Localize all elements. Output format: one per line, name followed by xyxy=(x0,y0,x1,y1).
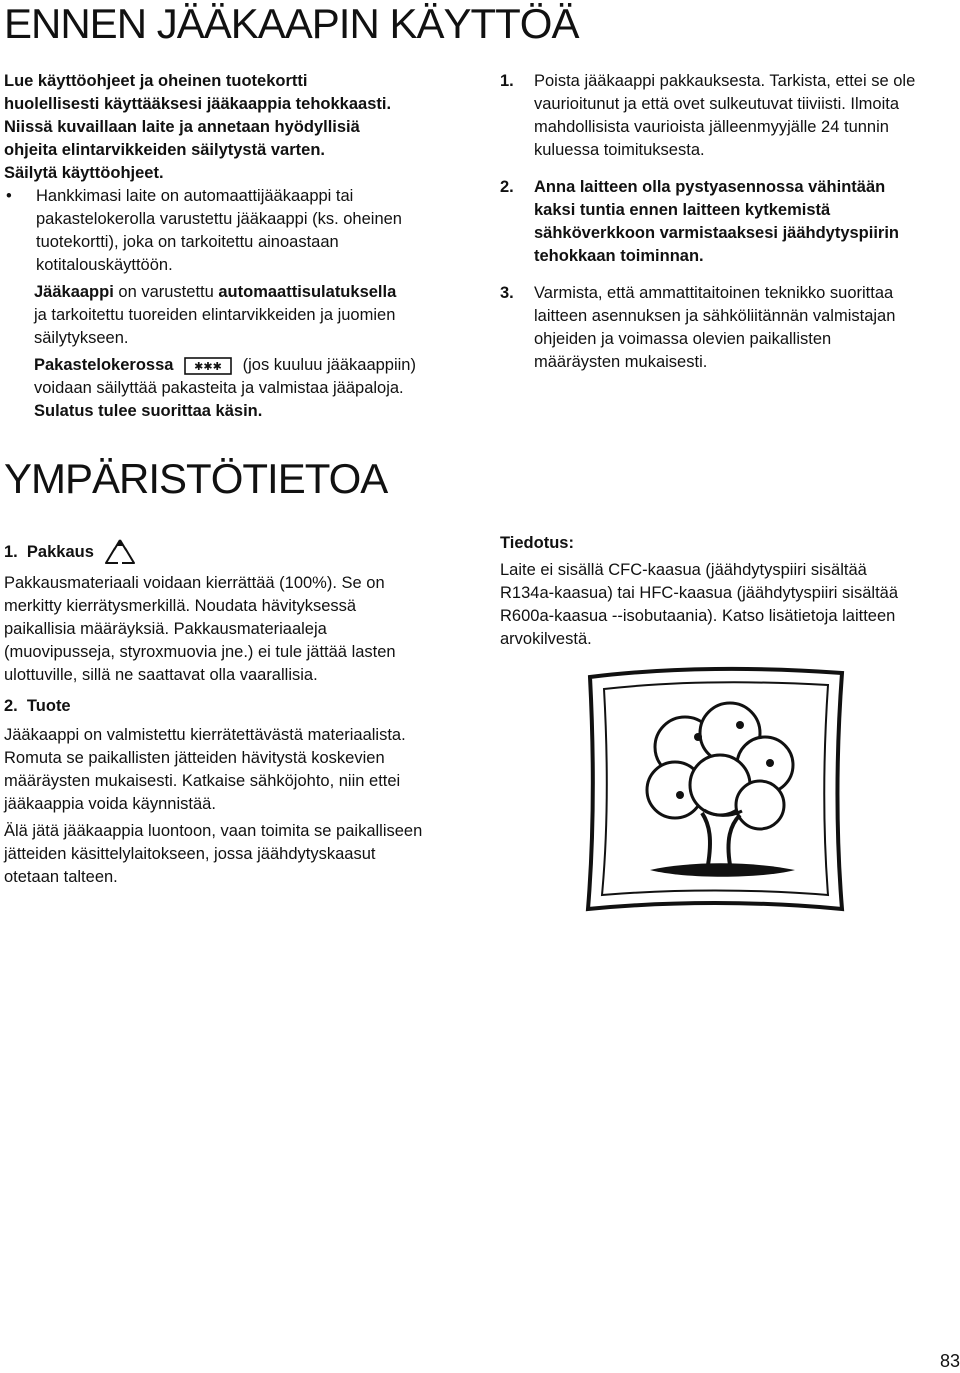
intro-line: ohjeita elintarvikkeiden säilytystä varten. xyxy=(4,141,325,159)
product-line: määräysten mukaisesti. Katkaise sähköjohto, niin ettei xyxy=(4,772,401,790)
recycle-icon xyxy=(102,538,138,566)
step-number: 2. xyxy=(500,178,514,196)
step-line: Poista jääkaappi pakkauksesta. Tarkista, ettei se ole xyxy=(534,72,916,90)
step-item xyxy=(500,282,960,374)
packaging-heading-row xyxy=(4,538,479,566)
step-line: kaksi tuntia ennen laitteen kytkemistä xyxy=(534,201,831,219)
bullet-icon: • xyxy=(6,187,12,205)
step-line: Anna laitteen olla pystyasennossa vähintään xyxy=(534,178,886,196)
notice-line: R600a-kaasua --isobutaania). Katso lisätietoja laitteen xyxy=(500,607,896,625)
step-item xyxy=(500,70,960,162)
notice-heading: Tiedotus: xyxy=(500,534,574,552)
packaging-line: merkitty kierrätysmerkillä. Noudata hävityksessä xyxy=(4,597,357,615)
autodefrost-bold: automaattisulatuksella xyxy=(218,283,397,301)
notice-line: arvokilvestä. xyxy=(500,630,592,648)
step-line: ohjeiden ja voimassa olevien paikallisten xyxy=(534,330,832,348)
intro-text xyxy=(4,70,474,185)
fridge-paragraph xyxy=(4,281,474,350)
step-line: mahdollisista vaurioista jälleenmyyjälle 24 tunnin xyxy=(534,118,889,136)
product-line: Älä jätä jääkaappia luontoon, vaan toimita se paikalliseen xyxy=(4,822,423,840)
bullet-line: tuotekortti), joka on tarkoitettu ainoastaan xyxy=(36,233,339,251)
product-heading: 2. Tuote xyxy=(4,697,71,715)
step-line: Varmista, että ammattitaitoinen teknikko suorittaa xyxy=(534,284,894,302)
freezer-bold: Pakastelokerossa xyxy=(34,356,174,374)
product-line: otetaan talteen. xyxy=(4,868,118,886)
freezer-paragraph xyxy=(4,354,474,423)
section-title-environment: YMPÄRISTÖTIETOA xyxy=(4,455,388,502)
notice-line: R134a-kaasua) tai HFC-kaasua (jäähdytyspiiri sisältää xyxy=(500,584,899,602)
freezer-star-symbol-icon xyxy=(184,357,232,375)
step-number: 1. xyxy=(500,72,514,90)
intro-line: huolellisesti käyttääksesi jääkaappia tehokkaasti. xyxy=(4,95,392,113)
intro-column xyxy=(4,70,474,423)
environment-right-column xyxy=(500,532,960,651)
freezer-text: (jos kuuluu jääkaappiin) xyxy=(242,356,416,374)
product-line: jääkaappia voida käynnistää. xyxy=(4,795,216,813)
step-line: tehokkaan toiminnan. xyxy=(534,247,704,265)
environment-left-column xyxy=(4,538,479,889)
product-line: Romuta se paikallisten jätteiden hävitystä koskevien xyxy=(4,749,385,767)
steps-list xyxy=(500,70,960,374)
fridge-line: ja tarkoitettu tuoreiden elintarvikkeiden ja juomien xyxy=(34,306,396,324)
bullet-line: pakastelokerolla varustettu jääkaappi (ks. oheinen xyxy=(36,210,402,228)
steps-column xyxy=(500,70,960,388)
fridge-bold: Jääkaappi xyxy=(34,283,114,301)
packaging-line: ulottuville, sillä ne saattavat olla vaarallisia. xyxy=(4,666,318,684)
step-line: laitteen asennuksen ja sähköliitännän valmistajan xyxy=(534,307,896,325)
defrost-note: Sulatus tulee suorittaa käsin. xyxy=(34,402,263,420)
bullet-line: Hankkimasi laite on automaattijääkaappi tai xyxy=(36,187,354,205)
intro-line: Niissä kuvaillaan laite ja annetaan hyödyllisiä xyxy=(4,118,360,136)
intro-line: Lue käyttöohjeet ja oheinen tuotekortti xyxy=(4,72,308,90)
tree-environment-icon xyxy=(580,665,850,915)
step-line: vaurioitunut ja että ovet sulkeutuvat tiiviisti. Ilmoita xyxy=(534,95,900,113)
bullet-line: kotitalouskäyttöön. xyxy=(36,256,173,274)
svg-text:✱✱✱: ✱✱✱ xyxy=(194,359,222,373)
step-item xyxy=(500,176,960,268)
product-line: Jääkaappi on valmistettu kierrätettävästä materiaalista. xyxy=(4,726,406,744)
notice-line: Laite ei sisällä CFC-kaasua (jäähdytyspiiri sisältää xyxy=(500,561,867,579)
step-line: sähköverkkoon varmistaaksesi jäähdytyspiirin xyxy=(534,224,900,242)
product-heading-row xyxy=(4,695,479,718)
packaging-line: paikallisia määräyksiä. Pakkausmateriaaleja xyxy=(4,620,327,638)
section-title-before-use: ENNEN JÄÄKAAPIN KÄYTTÖÄ xyxy=(4,0,579,47)
intro-line: Säilytä käyttöohjeet. xyxy=(4,164,164,182)
step-line: määräysten mukaisesti. xyxy=(534,353,708,371)
packaging-heading: 1. Pakkaus xyxy=(4,542,94,561)
step-number: 3. xyxy=(500,284,514,302)
product-line: jätteiden käsittelylaitokseen, jossa jäähdytyskaasut xyxy=(4,845,376,863)
step-line: kuluessa toimituksesta. xyxy=(534,141,705,159)
freezer-line: voidaan säilyttää pakasteita ja valmistaa jääpaloja. xyxy=(34,379,404,397)
fridge-line: säilytykseen. xyxy=(34,329,129,347)
packaging-line: (muovipusseja, styroxmuovia jne.) ei tule jättää lasten xyxy=(4,643,396,661)
page-number: 83 xyxy=(939,1351,960,1371)
packaging-line: Pakkausmateriaali voidaan kierrättää (100%). Se on xyxy=(4,574,385,592)
fridge-text: on varustettu xyxy=(113,283,219,301)
appliance-bullet xyxy=(4,185,474,277)
